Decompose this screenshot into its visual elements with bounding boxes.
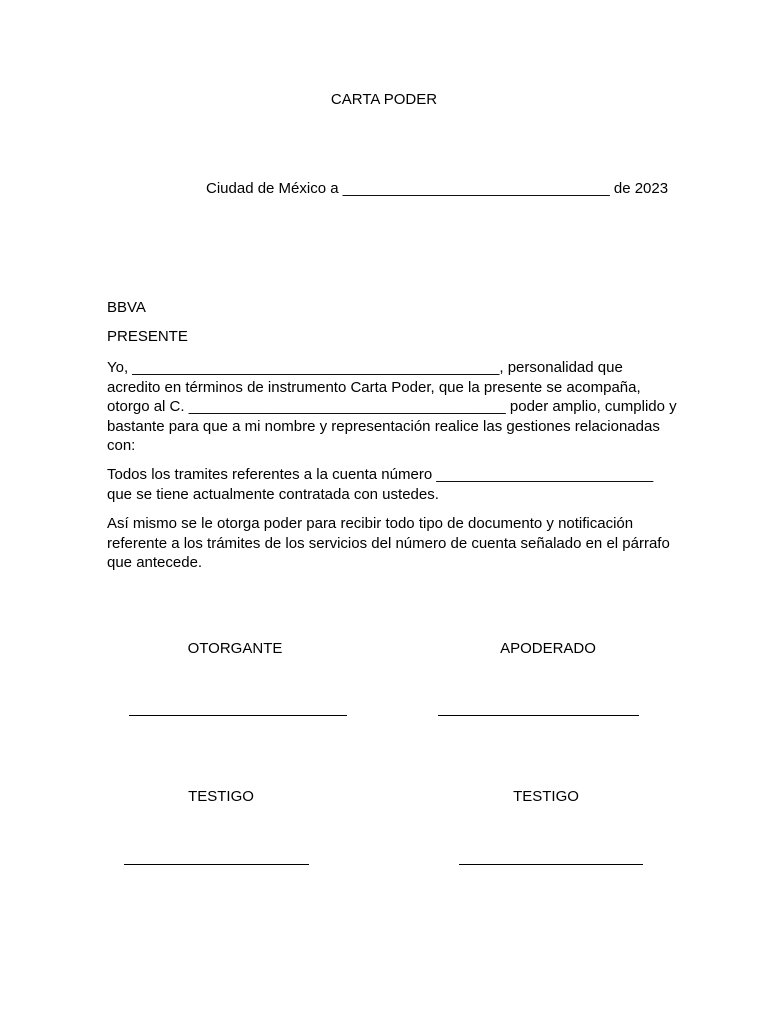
signature-label-witness-right: TESTIGO bbox=[513, 788, 579, 805]
signature-line-attorney bbox=[438, 715, 639, 716]
signature-label-witness-left: TESTIGO bbox=[188, 788, 254, 805]
place-date-line: Ciudad de México a ________________________________ de 2023 bbox=[206, 180, 669, 197]
signature-label-attorney: APODERADO bbox=[500, 640, 596, 657]
document-title: CARTA PODER bbox=[330, 91, 438, 108]
signature-label-grantor: OTORGANTE bbox=[187, 640, 283, 657]
paragraph-account: Todos los tramites referentes a la cuenta número __________________________ que se tiene actualmente contratada con ustedes. bbox=[107, 466, 654, 503]
salutation: PRESENTE bbox=[107, 328, 188, 345]
signature-line-grantor bbox=[129, 715, 347, 716]
paragraph-notifications: Así mismo se le otorga poder para recibir todo tipo de documento y notificación referente a los trámites de los servicios del número de cuenta señalado en el párrafo que antecede. bbox=[107, 515, 670, 571]
paragraph-grant: Yo, ____________________________________________, personalidad que acredito en términos de instrumento Carta Poder, que la presente se acompaña, otorgo al C. ______________________________________ poder amplio, cumplido y bastante para que a mi nombre y representación realice las gestiones relacionadas con: bbox=[107, 359, 677, 454]
addressee: BBVA bbox=[107, 299, 146, 316]
signature-line-witness-left bbox=[124, 864, 309, 865]
signature-line-witness-right bbox=[459, 864, 643, 865]
